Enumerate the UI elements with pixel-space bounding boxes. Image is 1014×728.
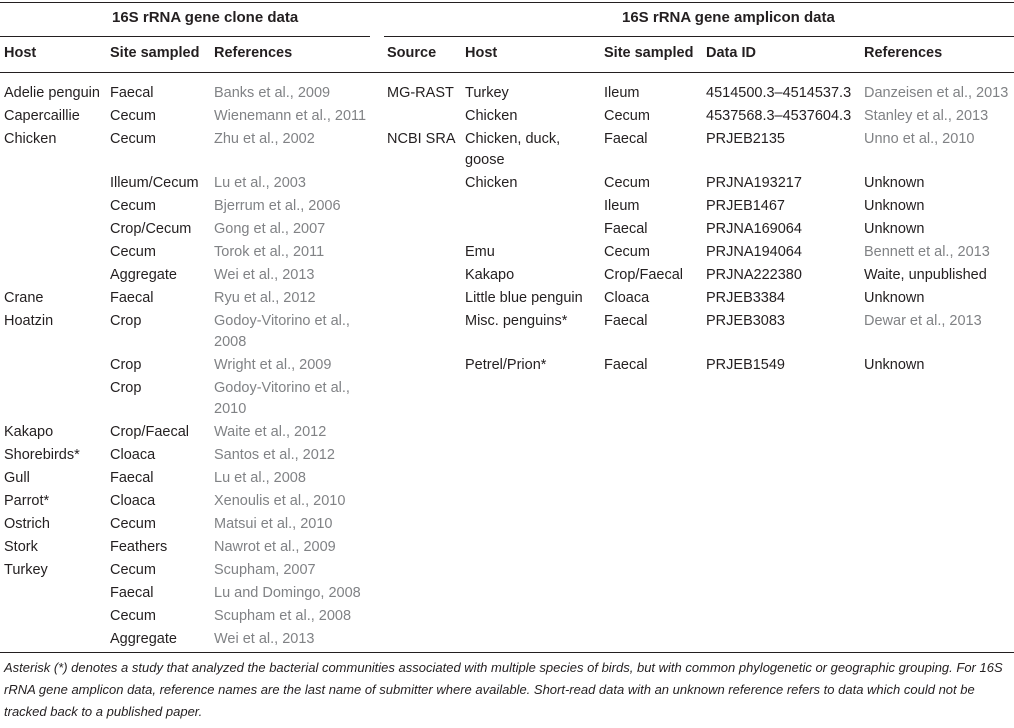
- clone-reference-cell: Lu et al., 2003: [214, 175, 306, 191]
- clone-reference-cell: Wei et al., 2013: [214, 631, 315, 647]
- clone-reference-cell: Matsui et al., 2010: [214, 516, 333, 532]
- clone-site-cell: Cecum: [110, 131, 156, 147]
- amplicon-host-cell: Chicken: [465, 108, 518, 124]
- col-header-host-right: Host: [465, 45, 498, 61]
- clone-host-cell: Capercaillie: [4, 108, 80, 124]
- col-header-site: Site sampled: [110, 45, 200, 61]
- amplicon-site-cell: Crop/Faecal: [604, 267, 683, 283]
- clone-reference-cell: Ryu et al., 2012: [214, 290, 316, 306]
- amplicon-reference-cell: Dewar et al., 2013: [864, 313, 982, 329]
- clone-reference-cell: Lu and Domingo, 2008: [214, 585, 361, 601]
- col-header-site-right: Site sampled: [604, 45, 694, 61]
- amplicon-host-cell: Emu: [465, 244, 495, 260]
- amplicon-data-id-cell: PRJEB3384: [706, 290, 785, 306]
- amplicon-site-cell: Faecal: [604, 313, 648, 329]
- clone-site-cell: Crop: [110, 380, 142, 396]
- amplicon-source-cell: NCBI SRA: [387, 131, 456, 147]
- clone-site-cell: Aggregate: [110, 631, 177, 647]
- amplicon-site-cell: Faecal: [604, 221, 648, 237]
- clone-site-cell: Crop: [110, 357, 142, 373]
- amplicon-host-cell: Kakapo: [465, 267, 515, 283]
- clone-reference-cell: Nawrot et al., 2009: [214, 539, 336, 555]
- header-rule: [0, 72, 1014, 73]
- clone-host-cell: Crane: [4, 290, 44, 306]
- amplicon-data-id-cell: PRJEB3083: [706, 313, 785, 329]
- top-rule: [0, 2, 1014, 3]
- amplicon-host-cell: Little blue penguin: [465, 290, 583, 306]
- clone-site-cell: Feathers: [110, 539, 168, 555]
- amplicon-data-id-cell: PRJEB2135: [706, 131, 785, 147]
- right-table-title: 16S rRNA gene amplicon data: [622, 9, 835, 26]
- amplicon-host-cell: Misc. penguins*: [465, 313, 568, 329]
- clone-reference-cell: Wienemann et al., 2011: [214, 108, 367, 124]
- amplicon-host-cell: Turkey: [465, 85, 509, 101]
- clone-site-cell: Faecal: [110, 290, 154, 306]
- col-header-references: References: [214, 45, 293, 61]
- clone-host-cell: Kakapo: [4, 424, 54, 440]
- right-title-underline: [384, 36, 1014, 37]
- clone-site-cell: Illeum/Cecum: [110, 175, 199, 191]
- amplicon-reference-cell: Stanley et al., 2013: [864, 108, 989, 124]
- left-table-title: 16S rRNA gene clone data: [112, 9, 299, 26]
- amplicon-data-id-cell: PRJEB1549: [706, 357, 785, 373]
- clone-reference-cell: Santos et al., 2012: [214, 447, 335, 463]
- clone-reference-cell: Torok et al., 2011: [214, 244, 325, 260]
- clone-site-cell: Cecum: [110, 516, 156, 532]
- amplicon-host-cell: Chicken, duck,: [465, 131, 561, 147]
- amplicon-data-id-cell: PRJNA222380: [706, 267, 802, 283]
- amplicon-data-id-cell: 4514500.3–4514537.3: [706, 85, 852, 101]
- clone-host-cell: Ostrich: [4, 516, 50, 532]
- amplicon-reference-cell: Unknown: [864, 357, 925, 373]
- amplicon-source-cell: MG-RAST: [387, 85, 454, 101]
- clone-site-cell: Cecum: [110, 608, 156, 624]
- amplicon-host-cell: Petrel/Prion*: [465, 357, 547, 373]
- amplicon-site-cell: Ileum: [604, 198, 640, 214]
- clone-site-cell: Faecal: [110, 470, 154, 486]
- clone-site-cell: Cloaca: [110, 493, 156, 509]
- clone-reference-cell-cont: 2010: [214, 401, 247, 417]
- amplicon-site-cell: Cloaca: [604, 290, 650, 306]
- left-title-underline: [0, 36, 370, 37]
- amplicon-data-id-cell: PRJNA193217: [706, 175, 802, 191]
- clone-reference-cell: Xenoulis et al., 2010: [214, 493, 346, 509]
- amplicon-site-cell: Ileum: [604, 85, 640, 101]
- clone-reference-cell-cont: 2008: [214, 334, 247, 350]
- amplicon-host-cell-cont: goose: [465, 152, 505, 168]
- clone-site-cell: Crop: [110, 313, 142, 329]
- clone-site-cell: Cecum: [110, 198, 156, 214]
- amplicon-data-id-cell: PRJNA194064: [706, 244, 802, 260]
- clone-reference-cell: Scupham et al., 2008: [214, 608, 352, 624]
- clone-reference-cell: Waite et al., 2012: [214, 424, 327, 440]
- clone-site-cell: Crop/Cecum: [110, 221, 192, 237]
- col-header-source: Source: [387, 45, 437, 61]
- col-header-host: Host: [4, 45, 37, 61]
- clone-site-cell: Faecal: [110, 585, 154, 601]
- clone-site-cell: Cecum: [110, 562, 156, 578]
- clone-reference-cell: Godoy-Vitorino et al.,: [214, 313, 350, 329]
- col-header-references-right: References: [864, 45, 943, 61]
- amplicon-reference-cell: Unknown: [864, 198, 925, 214]
- amplicon-site-cell: Cecum: [604, 175, 650, 191]
- amplicon-data-id-cell: PRJEB1467: [706, 198, 785, 214]
- clone-reference-cell: Zhu et al., 2002: [214, 131, 315, 147]
- amplicon-site-cell: Cecum: [604, 108, 650, 124]
- clone-reference-cell: Wright et al., 2009: [214, 357, 332, 373]
- clone-site-cell: Crop/Faecal: [110, 424, 189, 440]
- amplicon-host-cell: Chicken: [465, 175, 518, 191]
- clone-reference-cell: Bjerrum et al., 2006: [214, 198, 341, 214]
- clone-site-cell: Aggregate: [110, 267, 177, 283]
- amplicon-reference-cell: Unknown: [864, 221, 925, 237]
- amplicon-reference-cell: Danzeisen et al., 2013: [864, 85, 1009, 101]
- clone-host-cell: Shorebirds*: [4, 447, 80, 463]
- clone-host-cell: Turkey: [4, 562, 48, 578]
- amplicon-reference-cell: Unknown: [864, 175, 925, 191]
- clone-host-cell: Stork: [4, 539, 38, 555]
- clone-site-cell: Cloaca: [110, 447, 156, 463]
- clone-host-cell: Adelie penguin: [4, 85, 100, 101]
- clone-site-cell: Faecal: [110, 85, 154, 101]
- clone-reference-cell: Godoy-Vitorino et al.,: [214, 380, 350, 396]
- clone-reference-cell: Banks et al., 2009: [214, 85, 331, 101]
- amplicon-site-cell: Cecum: [604, 244, 650, 260]
- clone-reference-cell: Wei et al., 2013: [214, 267, 315, 283]
- clone-site-cell: Cecum: [110, 244, 156, 260]
- amplicon-reference-cell: Unknown: [864, 290, 925, 306]
- col-header-data-id: Data ID: [706, 45, 756, 61]
- amplicon-site-cell: Faecal: [604, 131, 648, 147]
- amplicon-reference-cell: Unno et al., 2010: [864, 131, 975, 147]
- clone-reference-cell: Scupham, 2007: [214, 562, 316, 578]
- amplicon-site-cell: Faecal: [604, 357, 648, 373]
- clone-reference-cell: Lu et al., 2008: [214, 470, 306, 486]
- amplicon-reference-cell: Bennett et al., 2013: [864, 244, 990, 260]
- clone-host-cell: Gull: [4, 470, 30, 486]
- clone-reference-cell: Gong et al., 2007: [214, 221, 326, 237]
- clone-host-cell: Chicken: [4, 131, 57, 147]
- clone-host-cell: Parrot*: [4, 493, 50, 509]
- clone-host-cell: Hoatzin: [4, 313, 54, 329]
- bottom-rule: [0, 652, 1014, 653]
- amplicon-data-id-cell: PRJNA169064: [706, 221, 802, 237]
- clone-site-cell: Cecum: [110, 108, 156, 124]
- amplicon-data-id-cell: 4537568.3–4537604.3: [706, 108, 852, 124]
- amplicon-reference-cell: Waite, unpublished: [864, 267, 987, 283]
- table-footnote: Asterisk (*) denotes a study that analyzed the bacterial communities associated with multiple species of birds, but with common phylogenetic or geographic grouping. For 16S rRNA gene amplicon data, reference names are the last name of submitter where available. Short-read data with an unknown reference refers to data which could not be tracked back to a published paper.: [4, 660, 1003, 719]
